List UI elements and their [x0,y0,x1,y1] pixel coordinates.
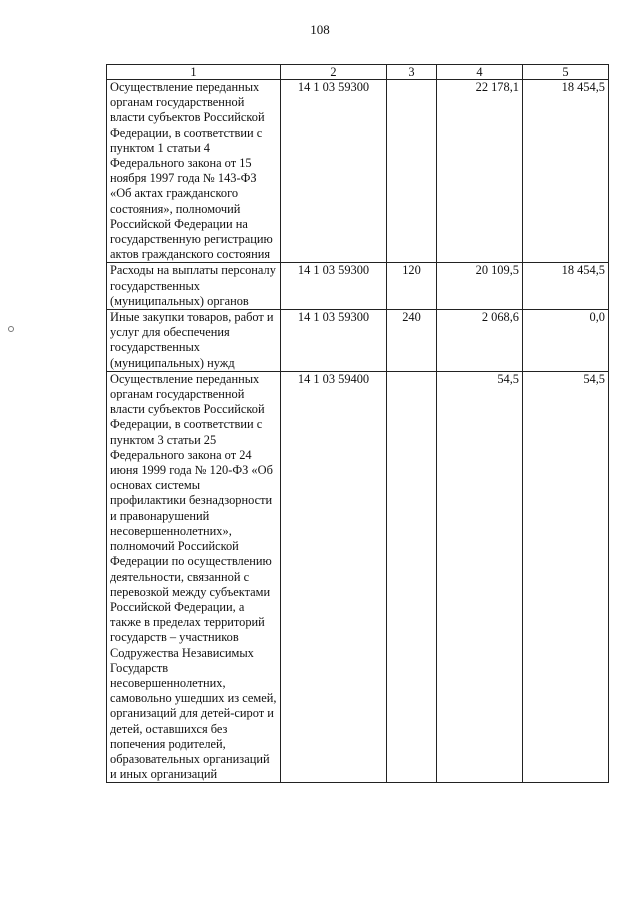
page-number: 108 [310,22,330,37]
row-code: 14 1 03 59400 [281,371,387,782]
row-value-4: 54,5 [437,371,523,782]
row-type [387,371,437,782]
row-name: Осуществление переданных органам государственной власти субъектов Российской Федерации, в соответствии с пунктом 3 статьи 25 Федерального закона от 24 июня 1999 года № 120-ФЗ «Об основах системы профилактики безнадзорности и правонарушений несовершеннолетних», полномочий Российской Федерации по осуществлению деятельности, связанной с перевозкой между субъектами Российской Федерации, а также в пределах территорий государств – участников Содружества Независимых Государств несовершеннолетних, самовольно ушедших из семей, организаций для детей-сирот и детей, оставшихся без попечения родителей, образовательных организаций и иных организаций [107,371,281,782]
row-value-5: 18 454,5 [523,263,609,310]
column-header-4: 4 [437,65,523,80]
row-value-4: 2 068,6 [437,310,523,372]
row-code: 14 1 03 59300 [281,263,387,310]
table-row [107,80,609,263]
row-value-4: 20 109,5 [437,263,523,310]
row-type: 240 [387,310,437,372]
row-name: Расходы на выплаты персоналу государственных (муниципальных) органов [107,263,281,310]
row-code: 14 1 03 59300 [281,80,387,263]
row-name: Иные закупки товаров, работ и услуг для обеспечения государственных (муниципальных) нужд [107,310,281,372]
row-value-5: 0,0 [523,310,609,372]
row-type [387,80,437,263]
row-value-5: 18 454,5 [523,80,609,263]
table-row [107,263,609,310]
column-header-1: 1 [107,65,281,80]
table-row [107,310,609,372]
row-code: 14 1 03 59300 [281,310,387,372]
column-header-2: 2 [281,65,387,80]
table-row [107,371,609,782]
row-type: 120 [387,263,437,310]
punch-hole-mark [8,326,14,332]
row-name: Осуществление переданных органам государственной власти субъектов Российской Федерации, в соответствии с пунктом 1 статьи 4 Федерального закона от 15 ноября 1997 года № 143-ФЗ «Об актах гражданского состояния», полномочий Российской Федерации на государственную регистрацию актов гражданского состояния [107,80,281,263]
row-value-4: 22 178,1 [437,80,523,263]
column-header-5: 5 [523,65,609,80]
budget-table [106,64,609,783]
row-value-5: 54,5 [523,371,609,782]
column-header-3: 3 [387,65,437,80]
table-header-row [107,65,609,80]
